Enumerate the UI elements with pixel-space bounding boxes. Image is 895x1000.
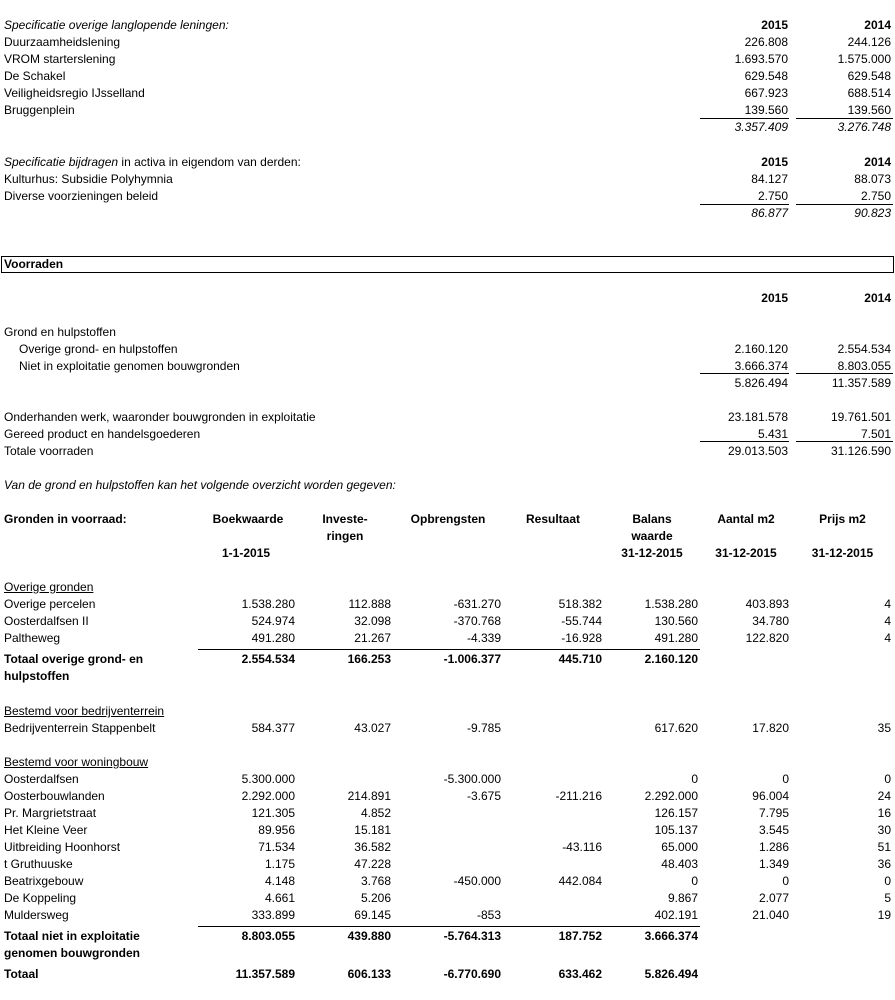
group1-prijs-m2: 4 bbox=[884, 614, 891, 628]
group3-prijs-m2: 51 bbox=[877, 840, 891, 854]
group3-row-label: Pr. Margrietstraat bbox=[4, 806, 97, 820]
group3-resultaat: -43.116 bbox=[562, 840, 602, 854]
group3-investeringen: 47.228 bbox=[354, 857, 391, 871]
voorraden-note: Van de grond en hulpstoffen kan het volgende overzicht worden gegeven: bbox=[4, 478, 396, 492]
loans-total-2014: 3.276.748 bbox=[837, 120, 891, 134]
group3-aantal-m2: 3.545 bbox=[758, 823, 789, 837]
group3-investeringen: 3.768 bbox=[360, 874, 391, 888]
voorraden-total-line-2014 bbox=[796, 441, 893, 442]
group3-total-label-1: Totaal niet in exploitatie bbox=[4, 929, 140, 943]
group3-boekwaarde: 1.175 bbox=[264, 857, 295, 871]
contrib-year-2015: 2015 bbox=[761, 155, 788, 169]
group1-balanswaarde: 491.280 bbox=[654, 631, 698, 645]
group1-balanswaarde: 1.538.280 bbox=[644, 597, 698, 611]
group3-title: Bestemd voor woningbouw bbox=[4, 755, 149, 769]
voorraden-row-2015: 5.431 bbox=[757, 427, 788, 441]
group1-aantal-m2: 122.820 bbox=[745, 631, 789, 645]
voorraden-total-label: Totale voorraden bbox=[4, 444, 94, 458]
voorraden-row-2014: 7.501 bbox=[860, 427, 891, 441]
group1-opbrengsten: -631.270 bbox=[453, 597, 501, 611]
loans-row-2015: 667.923 bbox=[744, 86, 788, 100]
group3-balanswaarde: 0 bbox=[691, 874, 698, 888]
group3-aantal-m2: 0 bbox=[782, 772, 789, 786]
voorraden-sub-row-2015: 3.666.374 bbox=[734, 359, 788, 373]
group1-resultaat: -16.928 bbox=[561, 631, 602, 645]
group3-boekwaarde: 89.956 bbox=[258, 823, 295, 837]
loans-row-2015: 1.693.570 bbox=[734, 52, 788, 66]
group3-balanswaarde: 48.403 bbox=[661, 857, 698, 871]
group3-aantal-m2: 21.040 bbox=[752, 908, 789, 922]
contrib-sum-line-2014 bbox=[796, 204, 893, 205]
grand-total-resultaat: 633.462 bbox=[558, 967, 602, 981]
group1-prijs-m2: 4 bbox=[884, 631, 891, 645]
group1-total-label-1: Totaal overige grond- en bbox=[4, 652, 144, 666]
group1-investeringen: 32.098 bbox=[354, 614, 391, 628]
group3-total-boekwaarde: 8.803.055 bbox=[241, 929, 295, 943]
group2-boekwaarde: 584.377 bbox=[251, 721, 295, 735]
voorraden-subtotal-2015: 5.826.494 bbox=[734, 376, 788, 390]
contrib-row-2015: 84.127 bbox=[751, 172, 788, 186]
contrib-sum-line-2015 bbox=[700, 204, 789, 205]
group3-row-label: Oosterbouwlanden bbox=[4, 789, 105, 803]
grand-total-opbrengsten: -6.770.690 bbox=[443, 967, 501, 981]
group3-opbrengsten: -450.000 bbox=[453, 874, 501, 888]
group3-row-label: Oosterdalfsen bbox=[4, 772, 79, 786]
group3-row-label: t Gruthuuske bbox=[4, 857, 73, 871]
voorraden-total-2014: 31.126.590 bbox=[830, 444, 891, 458]
group2-balanswaarde: 617.620 bbox=[654, 721, 698, 735]
group3-resultaat: 442.084 bbox=[558, 874, 602, 888]
group3-aantal-m2: 1.349 bbox=[758, 857, 789, 871]
group3-boekwaarde: 2.292.000 bbox=[241, 789, 295, 803]
header-balans-1: Balans bbox=[632, 512, 672, 526]
voorraden-row-2015: 23.181.578 bbox=[727, 410, 788, 424]
contrib-title bbox=[4, 155, 301, 169]
group2-opbrengsten: -9.785 bbox=[466, 721, 501, 735]
group3-investeringen: 69.145 bbox=[354, 908, 391, 922]
group3-boekwaarde: 71.534 bbox=[258, 840, 295, 854]
group3-boekwaarde: 5.300.000 bbox=[241, 772, 295, 786]
grand-total-label: Totaal bbox=[4, 967, 39, 981]
group3-prijs-m2: 30 bbox=[877, 823, 891, 837]
group3-row-label: De Koppeling bbox=[4, 891, 77, 905]
group1-opbrengsten: -370.768 bbox=[453, 614, 501, 628]
group3-aantal-m2: 0 bbox=[782, 874, 789, 888]
grand-total-investeringen: 606.133 bbox=[347, 967, 391, 981]
voorraden-sub-row-label: Niet in exploitatie genomen bouwgronden bbox=[19, 359, 240, 373]
loans-total-2015: 3.357.409 bbox=[734, 120, 788, 134]
header-balans-date: 31-12-2015 bbox=[621, 546, 683, 560]
header-gronden: Gronden in voorraad: bbox=[4, 512, 127, 526]
loans-sum-line-2015 bbox=[700, 118, 789, 119]
group1-total-boekwaarde: 2.554.534 bbox=[241, 652, 295, 666]
group3-resultaat: -211.216 bbox=[555, 789, 602, 803]
loans-row-2014: 244.126 bbox=[847, 35, 891, 49]
contrib-row-label: Kulturhus: Subsidie Polyhymnia bbox=[4, 172, 173, 186]
group1-row-label: Overige percelen bbox=[4, 597, 96, 611]
loans-row-2015: 226.808 bbox=[744, 35, 788, 49]
voorraden-row-2014: 19.761.501 bbox=[830, 410, 891, 424]
voorraden-sub-row-2015: 2.160.120 bbox=[734, 342, 788, 356]
group3-balanswaarde: 9.867 bbox=[667, 891, 698, 905]
header-boekwaarde-date: 1-1-2015 bbox=[222, 546, 271, 560]
header-investeringen-1: Investe- bbox=[322, 512, 368, 526]
loans-row-2015: 139.560 bbox=[744, 103, 788, 117]
grand-total-balanswaarde: 5.826.494 bbox=[644, 967, 698, 981]
group3-boekwaarde: 333.899 bbox=[251, 908, 295, 922]
contrib-total-2014: 90.823 bbox=[854, 206, 891, 220]
group3-aantal-m2: 2.077 bbox=[758, 891, 789, 905]
group1-title: Overige gronden bbox=[4, 580, 94, 594]
contrib-total-2015: 86.877 bbox=[751, 206, 788, 220]
group1-boekwaarde: 1.538.280 bbox=[241, 597, 295, 611]
voorraden-sub-row-2014: 8.803.055 bbox=[837, 359, 891, 373]
voorraden-row-label: Onderhanden werk, waaronder bouwgronden in exploitatie bbox=[4, 410, 316, 424]
group2-row-label: Bedrijventerrein Stappenbelt bbox=[4, 721, 156, 735]
group3-prijs-m2: 0 bbox=[884, 874, 891, 888]
group3-aantal-m2: 96.004 bbox=[752, 789, 789, 803]
group3-balanswaarde: 0 bbox=[691, 772, 698, 786]
voorraden-total-line-2015 bbox=[700, 441, 789, 442]
group3-boekwaarde: 121.305 bbox=[251, 806, 295, 820]
voorraden-heading-box bbox=[1, 256, 894, 273]
group1-total-opbrengsten: -1.006.377 bbox=[443, 652, 501, 666]
group3-total-balanswaarde: 3.666.374 bbox=[644, 929, 698, 943]
group2-prijs-m2: 35 bbox=[877, 721, 891, 735]
loans-sum-line-2014 bbox=[796, 118, 893, 119]
group3-total-label-2: genomen bouwgronden bbox=[4, 946, 140, 960]
group1-total-line bbox=[198, 649, 700, 650]
loans-year-2014: 2014 bbox=[864, 18, 891, 32]
group3-investeringen: 15.181 bbox=[354, 823, 391, 837]
header-balans-2: waarde bbox=[631, 529, 673, 543]
group2-investeringen: 43.027 bbox=[354, 721, 391, 735]
group1-aantal-m2: 34.780 bbox=[752, 614, 789, 628]
header-aantal-m2: Aantal m2 bbox=[717, 512, 775, 526]
group1-total-label-2: hulpstoffen bbox=[4, 669, 70, 683]
group3-investeringen: 5.206 bbox=[360, 891, 391, 905]
group3-opbrengsten: -853 bbox=[476, 908, 501, 922]
group3-row-label: Uitbreiding Hoonhorst bbox=[4, 840, 121, 854]
group3-balanswaarde: 402.191 bbox=[654, 908, 698, 922]
voorraden-year-2014: 2014 bbox=[864, 291, 891, 305]
group1-total-investeringen: 166.253 bbox=[347, 652, 391, 666]
group3-investeringen: 4.852 bbox=[360, 806, 391, 820]
group1-resultaat: 518.382 bbox=[558, 597, 602, 611]
group1-total-resultaat: 445.710 bbox=[558, 652, 602, 666]
loans-row-label: VROM starterslening bbox=[4, 52, 116, 66]
loans-row-label: Veiligheidsregio IJsselland bbox=[4, 86, 145, 100]
voorraden-total-2015: 29.013.503 bbox=[727, 444, 788, 458]
header-investeringen-2: ringen bbox=[326, 529, 364, 543]
group3-row-label: Het Kleine Veer bbox=[4, 823, 88, 837]
loans-year-2015: 2015 bbox=[761, 18, 788, 32]
group3-row-label: Muldersweg bbox=[4, 908, 69, 922]
group1-boekwaarde: 524.974 bbox=[251, 614, 295, 628]
group3-row-label: Beatrixgebouw bbox=[4, 874, 84, 888]
group3-prijs-m2: 0 bbox=[884, 772, 891, 786]
group3-prijs-m2: 19 bbox=[877, 908, 891, 922]
group1-investeringen: 21.267 bbox=[354, 631, 391, 645]
header-prijs-m2-date: 31-12-2015 bbox=[811, 546, 874, 560]
group1-row-label: Oosterdalfsen II bbox=[4, 614, 89, 628]
group2-aantal-m2: 17.820 bbox=[752, 721, 789, 735]
group3-total-opbrengsten: -5.764.313 bbox=[443, 929, 501, 943]
group3-balanswaarde: 105.137 bbox=[654, 823, 698, 837]
voorraden-sub-row-2014: 2.554.534 bbox=[837, 342, 891, 356]
group1-total-balanswaarde: 2.160.120 bbox=[644, 652, 698, 666]
loans-row-2014: 1.575.000 bbox=[837, 52, 891, 66]
group3-boekwaarde: 4.661 bbox=[264, 891, 295, 905]
contrib-year-2014: 2014 bbox=[864, 155, 891, 169]
contrib-row-2015: 2.750 bbox=[757, 189, 788, 203]
group3-opbrengsten: -5.300.000 bbox=[443, 772, 501, 786]
group3-total-resultaat: 187.752 bbox=[558, 929, 602, 943]
loans-row-2014: 629.548 bbox=[847, 69, 891, 83]
voorraden-year-2015: 2015 bbox=[761, 291, 788, 305]
voorraden-sub-line-2014 bbox=[796, 373, 893, 374]
voorraden-sub-row-label: Overige grond- en hulpstoffen bbox=[19, 342, 178, 356]
group3-balanswaarde: 126.157 bbox=[654, 806, 698, 820]
group3-total-investeringen: 439.880 bbox=[347, 929, 391, 943]
header-prijs-m2: Prijs m2 bbox=[819, 512, 866, 526]
header-opbrengsten: Opbrengsten bbox=[410, 512, 486, 526]
voorraden-heading: Voorraden bbox=[4, 257, 64, 271]
group1-resultaat: -55.744 bbox=[561, 614, 602, 628]
group1-opbrengsten: -4.339 bbox=[466, 631, 501, 645]
group3-prijs-m2: 16 bbox=[877, 806, 891, 820]
loans-row-label: Bruggenplein bbox=[4, 103, 75, 117]
header-boekwaarde: Boekwaarde bbox=[212, 512, 284, 526]
group1-balanswaarde: 130.560 bbox=[654, 614, 698, 628]
loans-row-2014: 688.514 bbox=[847, 86, 891, 100]
loans-row-2015: 629.548 bbox=[744, 69, 788, 83]
group2-title: Bestemd voor bedrijventerrein bbox=[4, 704, 165, 718]
group3-boekwaarde: 4.148 bbox=[264, 874, 295, 888]
loans-title: Specificatie overige langlopende leningen: bbox=[4, 18, 229, 32]
group3-investeringen: 36.582 bbox=[354, 840, 391, 854]
contrib-title-rest: in activa in eigendom van derden: bbox=[118, 155, 301, 169]
group1-row-label: Paltheweg bbox=[4, 631, 61, 645]
group3-prijs-m2: 36 bbox=[877, 857, 891, 871]
contrib-row-2014: 2.750 bbox=[860, 189, 891, 203]
group1-boekwaarde: 491.280 bbox=[251, 631, 295, 645]
group3-aantal-m2: 1.286 bbox=[758, 840, 789, 854]
group3-investeringen: 214.891 bbox=[347, 789, 391, 803]
voorraden-row-label: Gereed product en handelsgoederen bbox=[4, 427, 201, 441]
contrib-row-2014: 88.073 bbox=[854, 172, 891, 186]
grand-total-boekwaarde: 11.357.589 bbox=[235, 967, 295, 981]
contrib-row-label: Diverse voorzieningen beleid bbox=[4, 189, 159, 203]
voorraden-group-label: Grond en hulpstoffen bbox=[4, 325, 116, 339]
voorraden-subtotal-2014: 11.357.589 bbox=[831, 376, 891, 390]
voorraden-sub-line-2015 bbox=[700, 373, 789, 374]
group3-opbrengsten: -3.675 bbox=[466, 789, 501, 803]
group3-prijs-m2: 24 bbox=[877, 789, 891, 803]
header-resultaat: Resultaat bbox=[525, 512, 581, 526]
loans-row-label: De Schakel bbox=[4, 69, 66, 83]
contrib-title-italic: Specificatie bijdragen bbox=[4, 155, 119, 169]
group3-total-line bbox=[198, 926, 700, 927]
group1-prijs-m2: 4 bbox=[884, 597, 891, 611]
header-aantal-m2-date: 31-12-2015 bbox=[715, 546, 777, 560]
group3-balanswaarde: 65.000 bbox=[661, 840, 698, 854]
group3-prijs-m2: 5 bbox=[884, 891, 891, 905]
loans-row-2014: 139.560 bbox=[847, 103, 891, 117]
loans-row-label: Duurzaamheidslening bbox=[4, 35, 121, 49]
group1-aantal-m2: 403.893 bbox=[745, 597, 789, 611]
group3-balanswaarde: 2.292.000 bbox=[644, 789, 698, 803]
group3-aantal-m2: 7.795 bbox=[758, 806, 789, 820]
group1-investeringen: 112.888 bbox=[348, 597, 391, 611]
